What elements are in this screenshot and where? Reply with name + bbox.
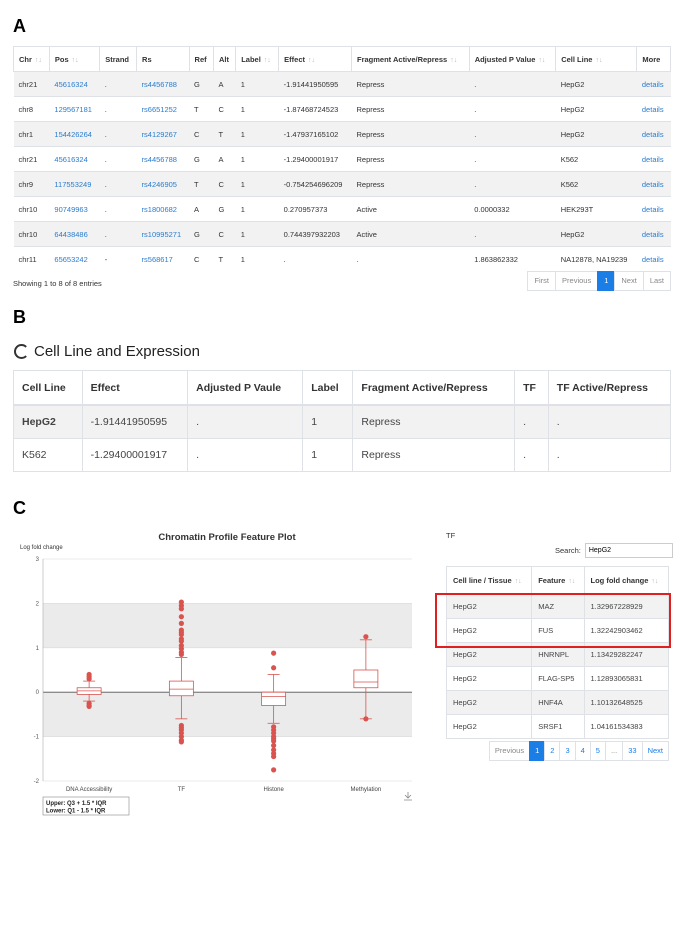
y-tick-label: 1	[35, 645, 39, 652]
table-cell: 1.13429282247	[584, 643, 669, 667]
chromatin-feature-plot	[10, 525, 420, 820]
column-header[interactable]	[584, 567, 669, 595]
column-header-label: Cell line / Tissue	[453, 575, 512, 585]
table-cell: C	[189, 122, 213, 147]
table-cell: T	[213, 247, 235, 272]
table-cell: K562	[14, 439, 83, 472]
table-cell: HepG2	[447, 643, 532, 667]
page-button[interactable]: 33	[622, 741, 642, 761]
column-header-label: Fragment Active/Repress	[357, 54, 448, 64]
table-cell: K562	[556, 172, 637, 197]
page-button[interactable]: 5	[590, 741, 606, 761]
column-header-label: Pos	[54, 54, 69, 64]
table-cell: chr1	[14, 122, 50, 147]
table-cell[interactable]: 117553249	[49, 172, 99, 197]
table-cell: -1.91441950595	[82, 405, 188, 439]
table-cell: 1	[236, 122, 279, 147]
table-cell: .	[469, 122, 556, 147]
table-cell: .	[100, 72, 137, 97]
table-cell: chr8	[14, 97, 50, 122]
column-header: Adjusted P Vaule	[188, 371, 303, 406]
outlier-point	[179, 606, 184, 611]
table-cell: .	[100, 97, 137, 122]
table-cell[interactable]: rs6651252	[137, 97, 190, 122]
table-cell[interactable]: rs4246905	[137, 172, 190, 197]
table-cell: G	[213, 197, 235, 222]
outlier-point	[271, 767, 276, 772]
table-cell[interactable]: details	[637, 72, 671, 97]
table-cell: -1.47937165102	[279, 122, 352, 147]
table-cell: MAZ	[532, 594, 584, 619]
table-cell: HepG2	[14, 405, 83, 439]
outlier-point	[87, 704, 92, 709]
table-row	[14, 72, 671, 97]
sort-icon: ↑↓	[651, 577, 659, 585]
table-cell: 1.04161534383	[584, 715, 669, 739]
table-cell: -1.87468724523	[279, 97, 352, 122]
outlier-point	[87, 672, 92, 677]
tf-table	[446, 566, 669, 739]
table-cell: G	[189, 222, 213, 247]
page-button[interactable]: 1	[529, 741, 545, 761]
outlier-point	[363, 716, 368, 721]
table-cell: HepG2	[447, 691, 532, 715]
outlier-point	[271, 665, 276, 670]
panel-letter-c: C	[13, 498, 26, 518]
plot-band	[43, 603, 412, 647]
column-header-label: Label	[241, 54, 261, 64]
outlier-point	[179, 739, 184, 744]
table-cell: Repress	[353, 439, 515, 472]
table-cell[interactable]: rs1800682	[137, 197, 190, 222]
table-cell: 1	[236, 97, 279, 122]
cell-line-table	[13, 370, 671, 472]
table-cell: C	[189, 247, 213, 272]
outlier-point	[179, 621, 184, 626]
page-button[interactable]: Last	[643, 271, 671, 291]
sort-icon: ↑↓	[568, 577, 576, 585]
table-row	[14, 97, 671, 122]
column-header[interactable]	[213, 47, 235, 72]
pagination	[528, 271, 671, 291]
outlier-point	[363, 634, 368, 639]
table-row	[14, 247, 671, 272]
chart-title: Chromatin Profile Feature Plot	[158, 532, 296, 543]
column-header-label: Chr	[19, 54, 32, 64]
outlier-point	[271, 743, 276, 748]
column-header[interactable]	[637, 47, 671, 72]
table-cell: Repress	[352, 147, 470, 172]
box	[169, 681, 193, 696]
table-cell: .	[188, 405, 303, 439]
table-cell: -	[100, 247, 137, 272]
y-tick-label: -1	[33, 734, 39, 741]
sort-icon: ↑↓	[34, 56, 42, 64]
tf-pagination	[490, 741, 669, 761]
sort-icon: ↑↓	[308, 56, 316, 64]
table-row	[14, 147, 671, 172]
table-cell: -1.91441950595	[279, 72, 352, 97]
table-cell[interactable]: 154426264	[49, 122, 99, 147]
table-cell: T	[189, 172, 213, 197]
table-cell: 1	[236, 172, 279, 197]
sort-icon: ↑↓	[595, 56, 603, 64]
table-cell: 0.270957373	[279, 197, 352, 222]
column-header-label: Log fold change	[590, 575, 649, 585]
table-cell: Repress	[352, 122, 470, 147]
column-header-label: Cell Line	[561, 54, 593, 64]
table-cell[interactable]: 64438486	[49, 222, 99, 247]
y-axis-label: Log fold change	[20, 545, 63, 551]
box	[262, 692, 286, 705]
table-cell: C	[213, 222, 235, 247]
page-button[interactable]: Previous	[555, 271, 598, 291]
table-cell: HEK293T	[556, 197, 637, 222]
table-cell[interactable]: rs568617	[137, 247, 190, 272]
table-cell[interactable]: details	[637, 172, 671, 197]
plot-band	[43, 692, 412, 736]
table-cell: Repress	[352, 97, 470, 122]
table-row	[447, 667, 669, 691]
table-cell: 1	[236, 197, 279, 222]
page-button[interactable]: 3	[559, 741, 575, 761]
table-cell: G	[189, 72, 213, 97]
sort-icon: ↑↓	[514, 577, 522, 585]
column-header-label: Alt	[218, 54, 229, 64]
y-tick-label: 2	[35, 601, 39, 608]
table-cell: T	[213, 122, 235, 147]
loading-spinner-icon	[14, 344, 29, 359]
table-cell: FLAG-SP5	[532, 667, 584, 691]
column-header: Effect	[82, 371, 188, 406]
table-cell: .	[469, 222, 556, 247]
column-header[interactable]	[556, 47, 637, 72]
page-button[interactable]: 1	[597, 271, 615, 291]
table-cell: G	[189, 147, 213, 172]
tf-search	[555, 543, 673, 558]
outlier-point	[271, 738, 276, 743]
table-cell: HepG2	[556, 72, 637, 97]
table-cell: K562	[556, 147, 637, 172]
table-cell: HepG2	[447, 715, 532, 739]
table-cell: HepG2	[447, 667, 532, 691]
table-cell: 1	[236, 147, 279, 172]
table-cell[interactable]: 65653242	[49, 247, 99, 272]
table-cell: Repress	[353, 405, 515, 439]
table-cell: 1.32967228929	[584, 594, 669, 619]
column-header[interactable]	[469, 47, 556, 72]
outlier-point	[179, 639, 184, 644]
page-button[interactable]: Next	[614, 271, 643, 291]
table-cell: .	[548, 405, 670, 439]
outlier-point	[179, 652, 184, 657]
variant-table	[13, 46, 671, 271]
search-input[interactable]	[585, 543, 673, 558]
table-cell[interactable]: rs4456788	[137, 72, 190, 97]
table-cell: T	[189, 97, 213, 122]
download-icon[interactable]	[404, 792, 412, 800]
x-tick-label: TF	[177, 787, 186, 793]
table-cell: HepG2	[556, 222, 637, 247]
sort-icon: ↑↓	[71, 56, 79, 64]
table-cell: .	[469, 147, 556, 172]
x-tick-label: Histone	[263, 787, 284, 793]
table-cell[interactable]: details	[637, 197, 671, 222]
column-header[interactable]	[189, 47, 213, 72]
table-cell: 1.32242903462	[584, 619, 669, 643]
table-cell: .	[100, 172, 137, 197]
table-cell: chr10	[14, 222, 50, 247]
table-cell[interactable]: 129567181	[49, 97, 99, 122]
page-button[interactable]: Next	[642, 741, 669, 761]
table-cell: -0.754254696209	[279, 172, 352, 197]
table-row	[14, 172, 671, 197]
table-cell[interactable]: rs4456788	[137, 147, 190, 172]
table-cell: 1.10132648525	[584, 691, 669, 715]
x-tick-label: DNA Accessibility	[65, 787, 113, 793]
table-cell: chr21	[14, 72, 50, 97]
table-cell: HepG2	[556, 122, 637, 147]
table-row	[14, 122, 671, 147]
table-cell[interactable]: details	[637, 122, 671, 147]
table-row	[447, 691, 669, 715]
column-header[interactable]	[137, 47, 190, 72]
table-cell[interactable]: details	[637, 222, 671, 247]
table-cell: 0.0000332	[469, 197, 556, 222]
table-cell: .	[515, 405, 549, 439]
page-button[interactable]: ...	[605, 741, 623, 761]
table-cell: 1.12893065831	[584, 667, 669, 691]
table-cell: .	[100, 122, 137, 147]
column-header[interactable]	[279, 47, 352, 72]
table-cell[interactable]: 45616324	[49, 72, 99, 97]
table-cell: HNRNPL	[532, 643, 584, 667]
table-cell: -1.29400001917	[82, 439, 188, 472]
column-header: Label	[303, 371, 353, 406]
column-header[interactable]	[532, 567, 584, 595]
column-header: Fragment Active/Repress	[353, 371, 515, 406]
column-header-label: Feature	[538, 575, 566, 585]
box	[354, 670, 378, 688]
table-cell[interactable]: 45616324	[49, 147, 99, 172]
page-button[interactable]: 4	[575, 741, 591, 761]
column-header: Cell Line	[14, 371, 83, 406]
column-header: TF	[515, 371, 549, 406]
table-row	[14, 222, 671, 247]
column-header[interactable]	[49, 47, 99, 72]
y-tick-label: 0	[35, 690, 39, 697]
table-row	[14, 197, 671, 222]
legend-text: Lower: Q1 - 1.5 * IQR	[46, 808, 106, 815]
panel-letter-b: B	[13, 307, 26, 327]
table-cell: .	[100, 197, 137, 222]
table-cell: chr9	[14, 172, 50, 197]
table-cell: Repress	[352, 72, 470, 97]
table-cell: 1	[303, 439, 353, 472]
x-tick-label: Methylation	[350, 787, 382, 793]
section-title	[14, 343, 200, 360]
y-tick-label: 3	[35, 557, 39, 563]
table-cell: chr10	[14, 197, 50, 222]
column-header: TF Active/Repress	[548, 371, 670, 406]
table-cell: .	[188, 439, 303, 472]
table-info: Showing 1 to 8 of 8 entries	[13, 279, 102, 288]
y-tick-label: -2	[33, 779, 39, 785]
column-header-label: Effect	[284, 54, 306, 64]
outlier-point	[271, 754, 276, 759]
table-cell: HepG2	[556, 97, 637, 122]
column-header[interactable]	[100, 47, 137, 72]
legend-text: Upper: Q3 + 1.5 * IQR	[46, 801, 107, 807]
column-header-label: Strand	[105, 54, 129, 64]
sort-icon: ↑↓	[263, 56, 271, 64]
table-cell: 0.744397932203	[279, 222, 352, 247]
column-header-label: Adjusted P Value	[474, 54, 536, 64]
table-cell[interactable]: rs10995271	[137, 222, 190, 247]
section-title-text: Cell Line and Expression	[34, 343, 200, 360]
table-cell: .	[279, 247, 352, 272]
column-header-label: Rs	[142, 54, 152, 64]
table-cell: HNF4A	[532, 691, 584, 715]
column-header[interactable]	[352, 47, 470, 72]
table-cell: 1	[303, 405, 353, 439]
table-cell: C	[213, 97, 235, 122]
table-cell: SRSF1	[532, 715, 584, 739]
page-button[interactable]: Previous	[489, 741, 530, 761]
tf-label: TF	[446, 531, 456, 540]
table-cell: 1	[236, 247, 279, 272]
table-cell: Active	[352, 197, 470, 222]
table-cell[interactable]: rs4129267	[137, 122, 190, 147]
column-header[interactable]	[447, 567, 532, 595]
table-cell: HepG2	[447, 594, 532, 619]
table-cell: 1	[236, 222, 279, 247]
table-cell: Active	[352, 222, 470, 247]
panel-letter-a: A	[13, 16, 26, 36]
table-cell: FUS	[532, 619, 584, 643]
highlight-box	[435, 593, 671, 648]
table-row	[447, 715, 669, 739]
table-cell: .	[548, 439, 670, 472]
table-cell: 1.863862332	[469, 247, 556, 272]
sort-icon: ↑↓	[450, 56, 458, 64]
table-cell: Repress	[352, 172, 470, 197]
table-cell: .	[469, 172, 556, 197]
table-row	[14, 405, 671, 439]
table-cell: C	[213, 172, 235, 197]
table-cell[interactable]: details	[637, 147, 671, 172]
table-cell: -1.29400001917	[279, 147, 352, 172]
table-cell: .	[469, 97, 556, 122]
table-cell: .	[100, 222, 137, 247]
sort-icon: ↑↓	[538, 56, 546, 64]
table-cell: A	[189, 197, 213, 222]
table-cell[interactable]: 90749963	[49, 197, 99, 222]
column-header[interactable]	[14, 47, 50, 72]
table-cell: chr11	[14, 247, 50, 272]
table-cell: .	[515, 439, 549, 472]
outlier-point	[179, 614, 184, 619]
outlier-point	[271, 651, 276, 656]
table-cell: HepG2	[447, 619, 532, 643]
column-header[interactable]	[236, 47, 279, 72]
column-header-label: Ref	[194, 54, 207, 64]
table-cell[interactable]: details	[637, 247, 671, 272]
table-cell: .	[100, 147, 137, 172]
table-cell: chr21	[14, 147, 50, 172]
outlier-point	[179, 632, 184, 637]
table-cell: A	[213, 147, 235, 172]
table-cell: .	[469, 72, 556, 97]
table-cell: .	[352, 247, 470, 272]
table-cell: NA12878, NA19239	[556, 247, 637, 272]
table-row	[14, 439, 671, 472]
column-header-label: More	[642, 54, 661, 64]
table-cell: 1	[236, 72, 279, 97]
search-label: Search:	[555, 546, 581, 555]
table-cell[interactable]: details	[637, 97, 671, 122]
table-cell: A	[213, 72, 235, 97]
page-button[interactable]: 2	[544, 741, 560, 761]
page-button[interactable]: First	[527, 271, 556, 291]
